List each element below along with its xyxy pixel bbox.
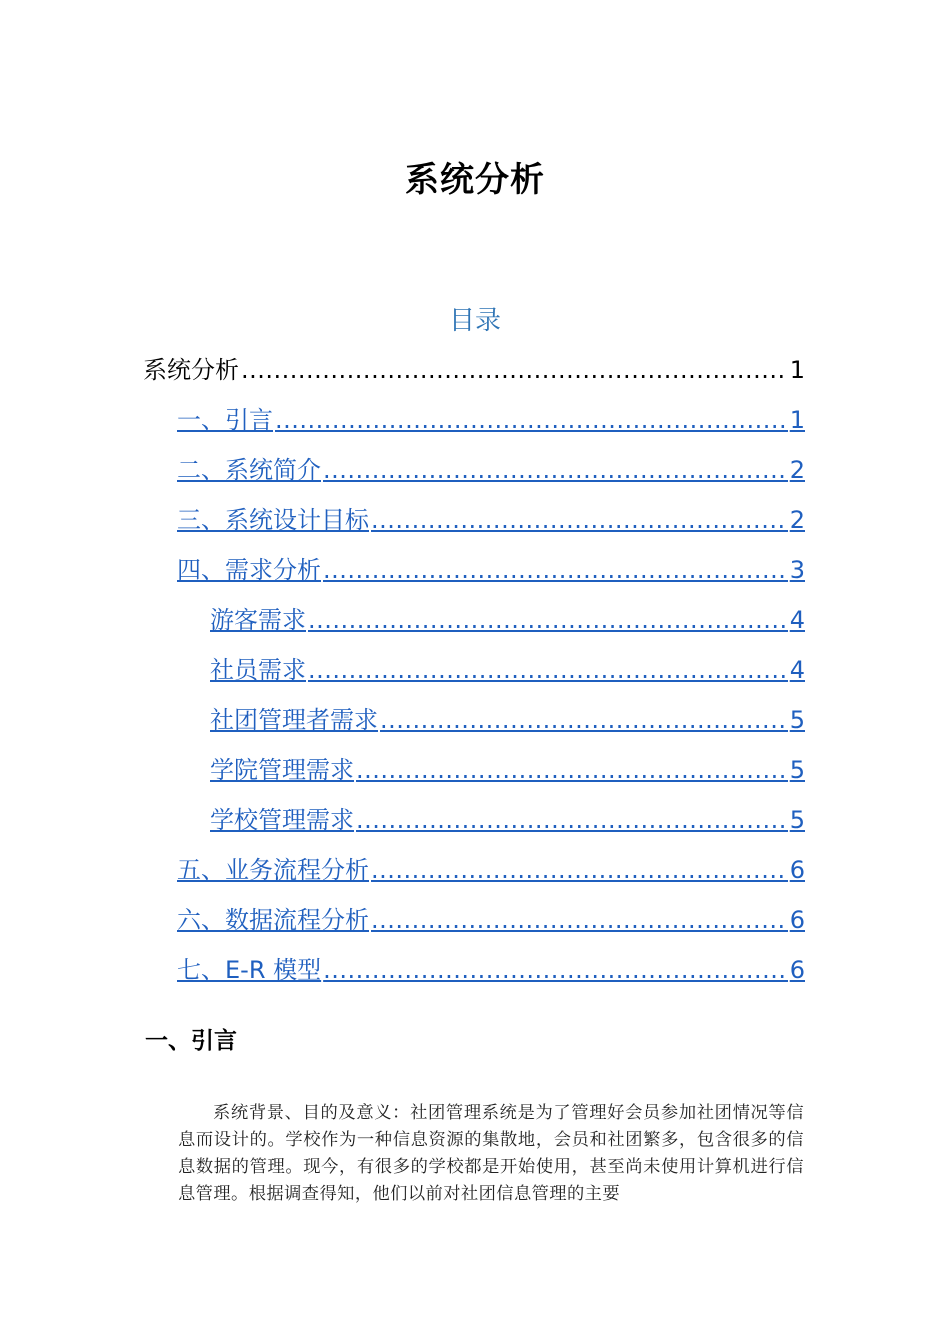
page-title: 系统分析: [405, 160, 545, 200]
toc-entry-label: 二、系统简介: [177, 456, 321, 484]
toc-entry-label: 系统分析: [143, 356, 239, 384]
toc-dot-leader: [308, 650, 788, 690]
toc-entry-label: 学校管理需求: [210, 806, 354, 834]
toc-dot-leader: [241, 350, 788, 390]
toc-entry-page-number: 2: [789, 506, 805, 534]
toc-entry[interactable]: [177, 450, 805, 490]
toc-entry-page-number: 6: [789, 956, 805, 984]
toc-entry-page-number: 5: [789, 706, 805, 734]
toc-entry-page-number: 1: [789, 356, 805, 384]
toc-entry-label: 三、系统设计目标: [177, 506, 369, 534]
toc-dot-leader: [380, 700, 788, 740]
toc-entry[interactable]: [210, 800, 805, 840]
toc-dot-leader: [323, 950, 788, 990]
toc-entry-page-number: 4: [789, 606, 805, 634]
toc-dot-leader: [308, 600, 788, 640]
toc-entry-page-number: 2: [789, 456, 805, 484]
toc-entry[interactable]: [177, 500, 805, 540]
toc-entry[interactable]: [210, 750, 805, 790]
toc-entry-page-number: 6: [789, 856, 805, 884]
toc-entry[interactable]: [210, 700, 805, 740]
section-heading-introduction: 一、引言: [145, 1028, 237, 1054]
toc-dot-leader: [323, 450, 788, 490]
toc-entry-page-number: 6: [789, 906, 805, 934]
toc-dot-leader: [371, 850, 788, 890]
toc-dot-leader: [275, 400, 788, 440]
toc-entry-page-number: 5: [789, 756, 805, 784]
toc-entry[interactable]: [177, 400, 805, 440]
toc-entry[interactable]: [210, 600, 805, 640]
toc-entry: [143, 350, 805, 390]
toc-entry-label: 七、E-R 模型: [177, 956, 322, 984]
toc-heading: 目录: [448, 306, 501, 336]
toc-entry-page-number: 3: [789, 556, 805, 584]
toc-dot-leader: [371, 900, 788, 940]
toc-entry-label: 社员需求: [210, 656, 306, 684]
toc-dot-leader: [323, 550, 788, 590]
toc-entry[interactable]: [210, 650, 805, 690]
toc-dot-leader: [356, 750, 788, 790]
toc-entry-label: 社团管理者需求: [210, 706, 378, 734]
toc-entry-label: 学院管理需求: [210, 756, 354, 784]
toc-entry[interactable]: [177, 850, 805, 890]
toc-entry[interactable]: [177, 900, 805, 940]
toc-entry-label: 六、数据流程分析: [177, 906, 369, 934]
toc-entry-label: 一、引言: [177, 406, 273, 434]
toc-entry-label: 游客需求: [210, 606, 306, 634]
toc-entry-page-number: 5: [789, 806, 805, 834]
toc-entry-label: 四、需求分析: [177, 556, 321, 584]
body-paragraph: 系统背景、目的及意义：社团管理系统是为了管理好会员参加社团情况等信息而设计的。学校作为一种信息资源的集散地，会员和社团繁多，包含很多的信息数据的管理。现今，有很多的学校都是开始使用，甚至尚未使用计算机进行信息管理。根据调查得知，他们以前对社团信息管理的主要: [178, 1103, 804, 1204]
toc-entry-page-number: 1: [789, 406, 805, 434]
toc-entry-page-number: 4: [789, 656, 805, 684]
toc-entry[interactable]: [177, 550, 805, 590]
toc-dot-leader: [371, 500, 788, 540]
toc-entry[interactable]: [177, 950, 805, 990]
toc-dot-leader: [356, 800, 788, 840]
toc-entry-label: 五、业务流程分析: [177, 856, 369, 884]
